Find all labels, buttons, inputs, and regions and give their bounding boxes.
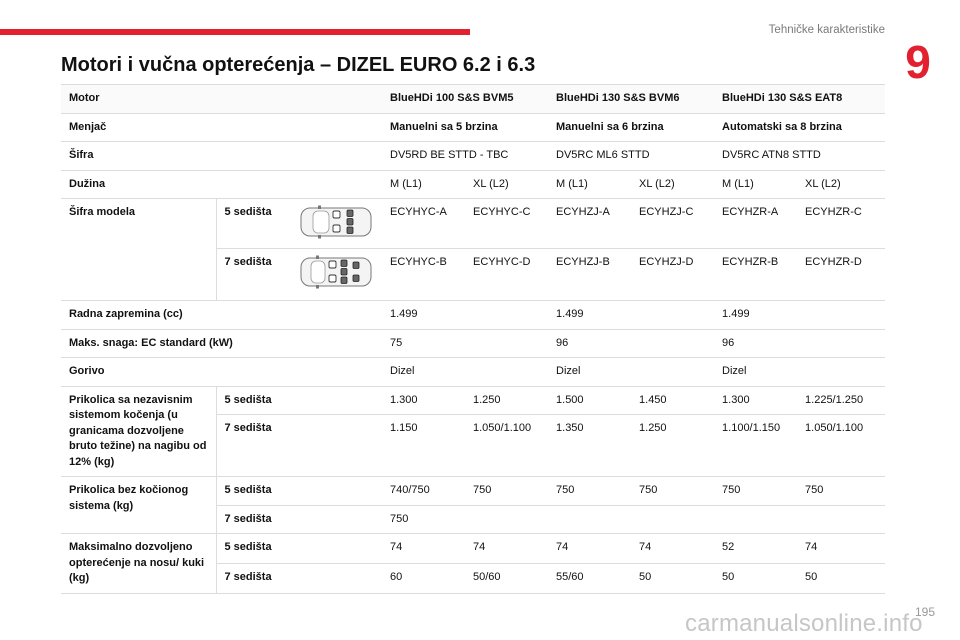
table-row [61,199,885,249]
section-title: Tehničke karakteristike [768,24,885,36]
cell: Manuelni sa 6 brzina [548,113,714,142]
cell: ECYHZR-C [797,199,885,249]
cell: 1.250 [465,386,548,415]
seat-label: 5 sedišta [216,534,382,564]
cell: M (L1) [382,170,465,199]
seat-label: 7 sedišta [216,563,382,593]
cell: 96 [714,329,885,358]
seat-label: 5 sedišta [216,199,291,249]
row-label-sifra: Šifra [61,142,382,171]
table-row [61,358,885,387]
cell: 60 [382,563,465,593]
cell: ECYHYC-B [382,249,465,301]
row-label-duzina: Dužina [61,170,382,199]
cell: DV5RC ML6 STTD [548,142,714,171]
seat-label: 7 sedišta [216,415,382,477]
cell: 1.150 [382,415,465,477]
seat-label: 5 sedišta [216,477,382,506]
cell: 50/60 [465,563,548,593]
header-accent-bar [0,29,470,35]
cell: 750 [548,477,631,506]
cell: 1.100/1.150 [714,415,797,477]
cell: 1.050/1.100 [465,415,548,477]
cell: Dizel [548,358,714,387]
row-label-prikolica-kocenje: Prikolica sa nezavisnim sistemom kočenja (u granicama dozvoljene bruto težine) na nagibu od 12% (kg) [61,386,216,477]
cell: 740/750 [382,477,465,506]
table-row [61,329,885,358]
table-row [61,113,885,142]
cell: 750 [631,477,714,506]
cell: ECYHZR-D [797,249,885,301]
cell: ECYHZJ-D [631,249,714,301]
table-row [61,85,885,114]
page-number: 195 [914,605,935,619]
table-row [61,386,885,415]
cell: M (L1) [714,170,797,199]
cell: ECYHZR-A [714,199,797,249]
cell: 55/60 [548,563,631,593]
cell: 750 [714,477,797,506]
cell: 74 [382,534,465,564]
cell: XL (L2) [631,170,714,199]
cell: XL (L2) [465,170,548,199]
cell: M (L1) [548,170,631,199]
car-5-seats-icon [291,199,382,249]
watermark: carmanualsonline.info [685,610,923,637]
cell: ECYHZJ-A [548,199,631,249]
cell: Dizel [382,358,548,387]
row-label-opterecenje: Maksimalno dozvoljeno opterećenje na nosu/ kuki (kg) [61,534,216,594]
cell: 74 [548,534,631,564]
cell: 1.499 [382,301,548,330]
cell: 1.225/1.250 [797,386,885,415]
seat-label: 5 sedišta [216,386,382,415]
car-7-seats-icon [291,249,382,301]
cell: DV5RD BE STTD - TBC [382,142,548,171]
table-row [61,477,885,506]
row-label-sifra-modela: Šifra modela [61,199,216,301]
cell: 52 [714,534,797,564]
row-label-motor: Motor [61,85,382,114]
cell: 50 [714,563,797,593]
cell: 96 [548,329,714,358]
engine-spec-table [61,84,885,594]
cell: 74 [631,534,714,564]
cell: 750 [797,477,885,506]
cell: 1.300 [382,386,465,415]
chapter-number: 9 [905,36,931,88]
cell: ECYHYC-A [382,199,465,249]
seat-label: 7 sedišta [216,505,382,534]
cell: DV5RC ATN8 STTD [714,142,885,171]
table-row [61,142,885,171]
row-label-snaga: Maks. snaga: EC standard (kW) [61,329,382,358]
row-label-gorivo: Gorivo [61,358,382,387]
cell: 750 [382,505,885,534]
row-label-menjac: Menjač [61,113,382,142]
cell: 1.300 [714,386,797,415]
cell: 74 [465,534,548,564]
cell: BlueHDi 130 S&S EAT8 [714,85,885,114]
cell: 1.450 [631,386,714,415]
table-row [61,301,885,330]
cell: ECYHZR-B [714,249,797,301]
cell: 75 [382,329,548,358]
cell: 74 [797,534,885,564]
row-label-zapremina: Radna zapremina (cc) [61,301,382,330]
cell: ECYHZJ-B [548,249,631,301]
cell: 1.250 [631,415,714,477]
cell: 1.050/1.100 [797,415,885,477]
cell: 750 [465,477,548,506]
seat-label: 7 sedišta [216,249,291,301]
row-label-prikolica-bez: Prikolica bez kočionog sistema (kg) [61,477,216,534]
cell: 50 [797,563,885,593]
cell: 1.500 [548,386,631,415]
cell: 50 [631,563,714,593]
cell: Manuelni sa 5 brzina [382,113,548,142]
cell: ECYHYC-D [465,249,548,301]
table-row [61,170,885,199]
cell: Automatski sa 8 brzina [714,113,885,142]
cell: XL (L2) [797,170,885,199]
cell: 1.350 [548,415,631,477]
page-title: Motori i vučna opterećenja – DIZEL EURO 6.2 i 6.3 [61,54,536,76]
cell: BlueHDi 130 S&S BVM6 [548,85,714,114]
table-row [61,534,885,564]
cell: BlueHDi 100 S&S BVM5 [382,85,548,114]
cell: 1.499 [714,301,885,330]
cell: ECYHZJ-C [631,199,714,249]
cell: Dizel [714,358,885,387]
cell: ECYHYC-C [465,199,548,249]
cell: 1.499 [548,301,714,330]
